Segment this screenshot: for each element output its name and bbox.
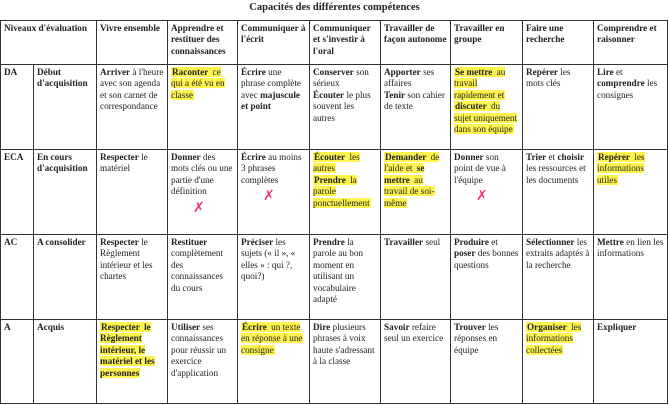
cell-text: Écouter xyxy=(314,152,346,162)
level-code: DA xyxy=(1,65,34,150)
cell-groupe xyxy=(451,235,523,320)
cell-text: Se mettre xyxy=(455,67,493,77)
cell-text: Savoir xyxy=(384,322,410,332)
cell-oral xyxy=(310,150,381,235)
cell-text: Expliquer xyxy=(597,322,637,332)
cell-text: se mettre xyxy=(384,163,425,185)
cell-text: de l'aide et xyxy=(384,152,440,174)
cell-text: les mots clés xyxy=(526,67,571,89)
cell-recherche xyxy=(523,150,594,235)
level-row-eca xyxy=(1,150,668,235)
cell-text: au travail rapidement et xyxy=(454,67,506,100)
cell-text: ce qui a été vu en classe xyxy=(171,67,225,100)
cell-ecrit xyxy=(238,235,310,320)
cell-apprendre xyxy=(168,320,238,404)
cell-text: Préciser xyxy=(241,237,274,247)
cross-mark-icon: ✗ xyxy=(193,199,205,216)
cell-text: ses affaires xyxy=(384,67,435,89)
cell-text: le Règlement intérieur et les chartes xyxy=(100,237,153,282)
cell-oral xyxy=(310,65,381,150)
header-ecrit: Communiquer à l'écrit xyxy=(238,21,310,65)
cell-vivre-ensemble xyxy=(97,320,168,404)
cell-text: Trier xyxy=(526,152,547,162)
level-code: AC xyxy=(1,235,34,320)
cell-text: du sujet uniquement dans son équipe xyxy=(454,101,518,135)
cell-text: les informations utiles xyxy=(597,152,645,185)
cell-text: Tenir xyxy=(384,89,406,100)
cell-ecrit xyxy=(238,320,310,404)
cell-recherche xyxy=(523,235,594,320)
cell-text: Apporter xyxy=(384,67,421,77)
cell-text: Trouver xyxy=(454,322,486,332)
level-label: Début d'acquisition xyxy=(34,65,97,150)
header-row xyxy=(1,21,668,65)
cell-text: plusieurs phrases à voix haute s'adressant à la classe xyxy=(313,322,375,367)
level-row-a xyxy=(1,320,668,404)
header-niveaux: Niveaux d'évaluation xyxy=(1,21,97,65)
cell-text: Écouter xyxy=(313,89,345,100)
cell-text: Prendre xyxy=(314,174,346,185)
level-label: Acquis xyxy=(34,320,97,404)
cell-text: le Règlement intérieur, le matériel et les personnes xyxy=(100,322,155,378)
cell-raisonner xyxy=(594,235,668,320)
cell-text: Mettre xyxy=(597,237,624,247)
cell-text: Donner xyxy=(171,152,201,162)
cell-text: la parole ponctuellement xyxy=(313,174,370,208)
cell-text: son cahier de texte xyxy=(384,89,445,112)
cell-vivre-ensemble xyxy=(97,150,168,235)
cell-apprendre xyxy=(168,235,238,320)
cell-groupe xyxy=(451,65,523,150)
cell-text: Conserver xyxy=(313,67,354,77)
cell-text: choisir xyxy=(557,152,585,162)
cell-text: Repérer xyxy=(526,67,558,77)
cell-text: Lire xyxy=(597,67,614,77)
cell-text: et xyxy=(488,237,498,247)
cross-mark-icon: ✗ xyxy=(263,188,275,205)
cell-text: les informations collectées xyxy=(526,322,582,355)
cell-text: son sérieux xyxy=(313,67,369,89)
cell-text: les consignes xyxy=(597,78,658,100)
page-title: Capacités des différentes compétences xyxy=(249,2,420,13)
cell-text: les autres xyxy=(313,152,360,174)
cell-ecrit xyxy=(238,150,310,235)
cell-text: les ressources et les documents xyxy=(526,163,586,185)
header-recherche: Faire une recherche xyxy=(523,21,594,65)
cell-text: Organiser xyxy=(527,322,567,332)
competences-table xyxy=(0,20,668,404)
header-raisonner: Comprendre et raisonner xyxy=(594,21,668,65)
cell-text: seul xyxy=(423,237,441,247)
cell-vivre-ensemble xyxy=(97,65,168,150)
cell-text: en lien les informations xyxy=(597,237,664,259)
cell-text: majuscule et point xyxy=(241,89,300,112)
cell-text: des mots clés ou une partie d'une définition xyxy=(171,152,233,197)
cell-oral xyxy=(310,320,381,404)
cell-raisonner xyxy=(594,320,668,404)
cell-text: complètement des connaissances du cours xyxy=(171,248,224,293)
cell-text: Produire xyxy=(454,237,489,247)
cell-apprendre xyxy=(168,150,238,235)
level-label: En cours d'acquisition xyxy=(34,150,97,235)
cell-text: et xyxy=(546,152,558,162)
cell-text: Écrire xyxy=(241,152,266,162)
level-code: ECA xyxy=(1,150,34,235)
cell-text: Respecter xyxy=(100,152,139,162)
cell-groupe xyxy=(451,320,523,404)
cell-text: Dire xyxy=(313,322,331,332)
header-autonome: Travailler de façon autonome xyxy=(381,21,451,65)
header-oral: Communiquer et s'investir à l'oral xyxy=(310,21,381,65)
cell-text: Repérer xyxy=(598,152,630,162)
cell-text: Écrire xyxy=(242,322,267,332)
cell-raisonner xyxy=(594,150,668,235)
cell-groupe xyxy=(451,150,523,235)
header-groupe: Travailler en groupe xyxy=(451,21,523,65)
cell-oral xyxy=(310,235,381,320)
cell-text: une phrase complète avec xyxy=(241,67,301,100)
cell-text: Écrire xyxy=(241,67,266,77)
cell-autonome xyxy=(381,235,451,320)
cell-text: Respecter xyxy=(100,237,139,247)
level-row-da xyxy=(1,65,668,150)
cell-text: le matériel xyxy=(100,152,148,174)
cell-text: comprendre xyxy=(597,78,645,89)
cell-autonome xyxy=(381,65,451,150)
cell-apprendre xyxy=(168,65,238,150)
cell-text: discuter xyxy=(455,101,487,112)
cell-text: le plus souvent les autres xyxy=(313,89,371,123)
cell-vivre-ensemble xyxy=(97,235,168,320)
cell-text: les sujets (« il », « elles » : qui ?, quoi?) xyxy=(241,237,296,282)
header-vivre-ensemble: Vivre ensemble xyxy=(97,21,168,65)
cell-text: les extraits adaptés à la recherche xyxy=(526,237,590,270)
cell-text: un texte en réponse à une consigne xyxy=(241,322,303,355)
cell-text: à l'heure avec son agenda et son carnet de correspondance xyxy=(100,67,164,112)
cross-mark-icon: ✗ xyxy=(476,188,488,205)
cell-text: Demander xyxy=(385,152,427,162)
cell-text: Prendre xyxy=(313,237,345,247)
cell-text: au moins 3 phrases complètes xyxy=(241,152,302,185)
cell-text: ses connaissances pour réussir un exercice d'application xyxy=(171,322,227,378)
cell-text: Raconter xyxy=(172,67,209,77)
cell-text: Respecter xyxy=(101,322,140,332)
cell-autonome xyxy=(381,320,451,404)
cell-text: Travailler xyxy=(384,237,424,247)
cell-recherche xyxy=(523,65,594,150)
level-label: A consolider xyxy=(34,235,97,320)
cell-raisonner xyxy=(594,65,668,150)
cell-text: les réponses en équipe xyxy=(454,322,499,355)
cell-text: des bonnes questions xyxy=(454,248,519,270)
level-row-ac xyxy=(1,235,668,320)
cell-text: la parole au bon moment en utilisant un vocabulaire adapté xyxy=(313,237,364,305)
cell-text: son point de vue à l'équipe xyxy=(454,152,506,185)
cell-ecrit xyxy=(238,65,310,150)
cell-text: Sélectionner xyxy=(526,237,575,247)
cell-text: Arriver xyxy=(100,67,131,77)
cell-recherche xyxy=(523,320,594,404)
cell-text: Utiliser xyxy=(171,322,201,332)
cell-text: Restituer xyxy=(171,237,208,247)
cell-text: Donner xyxy=(454,152,484,162)
cell-text: et xyxy=(613,67,623,77)
cell-text: poser xyxy=(454,248,476,259)
cell-autonome xyxy=(381,150,451,235)
cell-text: refaire seul un exercice xyxy=(384,322,444,344)
cell-text: au travail de soi-même xyxy=(384,174,435,208)
header-apprendre: Apprendre et restituer des connaissances xyxy=(168,21,238,65)
level-code: A xyxy=(1,320,34,404)
